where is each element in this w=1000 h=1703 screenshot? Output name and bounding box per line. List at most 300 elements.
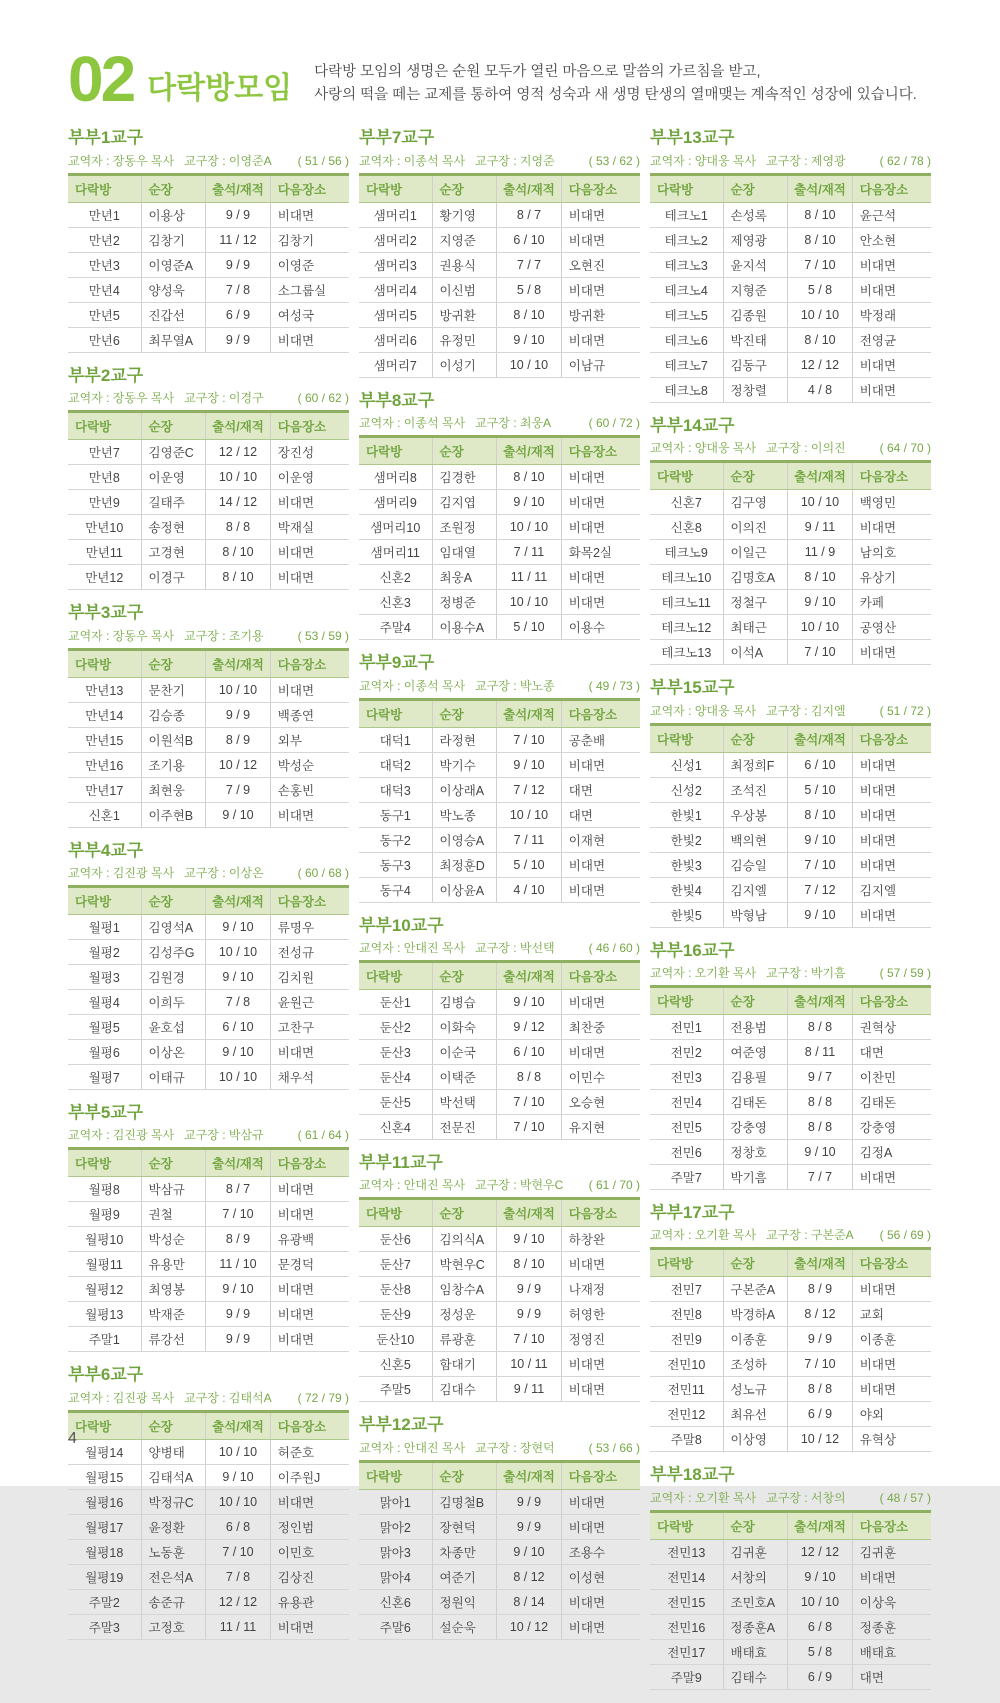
cell-leader: 이태규 bbox=[141, 1064, 206, 1089]
cell-darakbang: 만년13 bbox=[68, 677, 141, 702]
cell-darakbang: 월평14 bbox=[68, 1439, 141, 1464]
district-section bbox=[359, 916, 640, 1140]
table-row bbox=[650, 1277, 931, 1302]
head-label: 교구장 : 김지엘 bbox=[766, 703, 846, 718]
cell-darakbang: 전민9 bbox=[650, 1327, 723, 1352]
cell-next-place: 비대면 bbox=[852, 752, 931, 777]
cell-next-place: 비대면 bbox=[852, 827, 931, 852]
table-row bbox=[650, 202, 931, 227]
district-section bbox=[68, 1103, 349, 1352]
district-section bbox=[650, 128, 931, 402]
table-row bbox=[68, 202, 349, 227]
cell-darakbang: 테크노7 bbox=[650, 352, 723, 377]
cell-attendance: 7 / 10 bbox=[497, 727, 562, 752]
district-section bbox=[68, 1365, 349, 1639]
page-number: 4 bbox=[68, 1430, 77, 1447]
cell-leader: 이상래A bbox=[432, 777, 497, 802]
cell-darakbang: 월평1 bbox=[68, 914, 141, 939]
cell-leader: 조기용 bbox=[141, 752, 206, 777]
column-header-0: 다락방 bbox=[650, 986, 723, 1014]
cell-attendance: 8 / 12 bbox=[788, 1302, 853, 1327]
cell-attendance: 9 / 10 bbox=[788, 590, 853, 615]
pastor-label: 교역자 : 김진광 목사 bbox=[68, 1390, 175, 1405]
cell-next-place: 비대면 bbox=[561, 1514, 640, 1539]
table-row bbox=[68, 277, 349, 302]
cell-next-place: 비대면 bbox=[270, 490, 349, 515]
district-leaders bbox=[650, 152, 846, 169]
table-row bbox=[359, 727, 640, 752]
cell-next-place: 비대면 bbox=[270, 1177, 349, 1202]
table-row bbox=[359, 1227, 640, 1252]
cell-leader: 조성하 bbox=[723, 1352, 788, 1377]
table-header bbox=[650, 174, 931, 202]
column-header-3: 다음장소 bbox=[852, 724, 931, 752]
cell-leader: 양성욱 bbox=[141, 277, 206, 302]
column-header-3: 다음장소 bbox=[561, 174, 640, 202]
column-header-2: 출석/재적 bbox=[206, 649, 271, 677]
cell-next-place: 비대면 bbox=[852, 640, 931, 665]
pastor-label: 교역자 : 양대웅 목사 bbox=[650, 441, 757, 456]
cell-next-place: 소그룹실 bbox=[270, 277, 349, 302]
cell-next-place: 손홍빈 bbox=[270, 777, 349, 802]
cell-next-place: 비대면 bbox=[561, 565, 640, 590]
cell-leader: 유정민 bbox=[432, 327, 497, 352]
cell-leader: 이순국 bbox=[432, 1039, 497, 1064]
table-row bbox=[650, 1064, 931, 1089]
cell-darakbang: 만년6 bbox=[68, 327, 141, 352]
district-meta bbox=[650, 1226, 931, 1243]
cell-next-place: 비대면 bbox=[852, 377, 931, 402]
cell-leader: 김대수 bbox=[432, 1377, 497, 1402]
table-row bbox=[68, 1227, 349, 1252]
cell-leader: 전문진 bbox=[432, 1114, 497, 1139]
table-row bbox=[650, 1614, 931, 1639]
cell-attendance: 9 / 9 bbox=[206, 702, 271, 727]
district-title: 부부4교구 bbox=[68, 840, 144, 860]
cell-darakbang: 만년11 bbox=[68, 540, 141, 565]
cell-darakbang: 전민17 bbox=[650, 1639, 723, 1664]
table-row bbox=[359, 302, 640, 327]
cell-leader: 최정희F bbox=[723, 752, 788, 777]
cell-leader: 김종원 bbox=[723, 302, 788, 327]
cell-next-place: 비대면 bbox=[852, 1352, 931, 1377]
cell-darakbang: 만년5 bbox=[68, 302, 141, 327]
table-row bbox=[359, 1064, 640, 1089]
table-row bbox=[359, 1114, 640, 1139]
district-stat: ( 51 / 72 ) bbox=[879, 703, 931, 718]
cell-leader: 김태수 bbox=[723, 1664, 788, 1689]
cell-attendance: 9 / 10 bbox=[788, 902, 853, 927]
cell-attendance: 11 / 12 bbox=[206, 227, 271, 252]
table-row bbox=[68, 1064, 349, 1089]
column-header-3: 다음장소 bbox=[852, 1249, 931, 1277]
cell-darakbang: 둔산6 bbox=[359, 1227, 432, 1252]
cell-attendance: 7 / 11 bbox=[497, 827, 562, 852]
cell-attendance: 7 / 10 bbox=[497, 1089, 562, 1114]
cell-darakbang: 둔산4 bbox=[359, 1064, 432, 1089]
district-table bbox=[650, 460, 931, 665]
cell-darakbang: 신혼5 bbox=[359, 1352, 432, 1377]
column-header-3: 다음장소 bbox=[852, 174, 931, 202]
pastor-label: 교역자 : 안대진 목사 bbox=[359, 1178, 466, 1193]
district-meta bbox=[359, 939, 640, 956]
cell-next-place: 정종훈 bbox=[852, 1614, 931, 1639]
table-header-row bbox=[359, 699, 640, 727]
cell-leader: 김영석A bbox=[141, 914, 206, 939]
cell-darakbang: 테크노5 bbox=[650, 302, 723, 327]
district-stat: ( 60 / 62 ) bbox=[297, 391, 349, 406]
table-row bbox=[359, 327, 640, 352]
cell-attendance: 9 / 11 bbox=[788, 515, 853, 540]
column-header-3: 다음장소 bbox=[852, 1511, 931, 1539]
cell-leader: 배태효 bbox=[723, 1639, 788, 1664]
district-section bbox=[68, 128, 349, 352]
cell-darakbang: 샘머리6 bbox=[359, 327, 432, 352]
cell-next-place: 허준호 bbox=[270, 1439, 349, 1464]
cell-attendance: 8 / 8 bbox=[788, 1089, 853, 1114]
table-row bbox=[359, 565, 640, 590]
column-header-2: 출석/재적 bbox=[497, 1461, 562, 1489]
district-title: 부부8교구 bbox=[359, 390, 435, 410]
column-header-3: 다음장소 bbox=[561, 699, 640, 727]
cell-leader: 김성주G bbox=[141, 939, 206, 964]
cell-next-place: 비대면 bbox=[561, 1352, 640, 1377]
cell-leader: 김명철B bbox=[432, 1489, 497, 1514]
table-row bbox=[650, 1539, 931, 1564]
cell-darakbang: 만년2 bbox=[68, 227, 141, 252]
cell-attendance: 8 / 14 bbox=[497, 1589, 562, 1614]
district-leaders bbox=[359, 152, 555, 169]
table-row bbox=[68, 1014, 349, 1039]
cell-attendance: 7 / 8 bbox=[206, 989, 271, 1014]
cell-attendance: 10 / 10 bbox=[497, 352, 562, 377]
table-body bbox=[68, 202, 349, 352]
cell-attendance: 6 / 10 bbox=[497, 1039, 562, 1064]
cell-darakbang: 주말2 bbox=[68, 1589, 141, 1614]
district-stat: ( 49 / 73 ) bbox=[588, 678, 640, 693]
cell-darakbang: 만년15 bbox=[68, 727, 141, 752]
cell-leader: 윤호섭 bbox=[141, 1014, 206, 1039]
table-row bbox=[68, 1614, 349, 1639]
table-row bbox=[650, 490, 931, 515]
cell-leader: 정병준 bbox=[432, 590, 497, 615]
cell-attendance: 9 / 10 bbox=[497, 327, 562, 352]
table-header bbox=[650, 986, 931, 1014]
cell-attendance: 8 / 11 bbox=[788, 1039, 853, 1064]
table-header bbox=[650, 1511, 931, 1539]
cell-darakbang: 샘머리4 bbox=[359, 277, 432, 302]
district-table bbox=[68, 648, 349, 828]
table-row bbox=[359, 615, 640, 640]
cell-leader: 김지엽 bbox=[432, 490, 497, 515]
cell-next-place: 공영산 bbox=[852, 615, 931, 640]
table-row bbox=[68, 777, 349, 802]
cell-leader: 방귀환 bbox=[432, 302, 497, 327]
table-body bbox=[650, 752, 931, 927]
district-stat: ( 62 / 78 ) bbox=[879, 153, 931, 168]
district-stat: ( 51 / 56 ) bbox=[297, 153, 349, 168]
column-header-2: 출석/재적 bbox=[788, 1249, 853, 1277]
cell-darakbang: 주말9 bbox=[650, 1664, 723, 1689]
pastor-label: 교역자 : 오기환 목사 bbox=[650, 1490, 757, 1505]
cell-leader: 김지엘 bbox=[723, 877, 788, 902]
cell-attendance: 6 / 9 bbox=[206, 302, 271, 327]
cell-next-place: 백영민 bbox=[852, 490, 931, 515]
table-row bbox=[650, 752, 931, 777]
cell-leader: 김경한 bbox=[432, 465, 497, 490]
cell-leader: 이상영 bbox=[723, 1427, 788, 1452]
table-row bbox=[68, 1202, 349, 1227]
cell-darakbang: 샘머리2 bbox=[359, 227, 432, 252]
table-row bbox=[650, 1164, 931, 1189]
cell-next-place: 유지현 bbox=[561, 1114, 640, 1139]
district-leaders bbox=[359, 677, 555, 694]
district-table bbox=[359, 173, 640, 378]
district-table bbox=[359, 698, 640, 903]
table-row bbox=[68, 252, 349, 277]
table-row bbox=[359, 1302, 640, 1327]
cell-leader: 김태돈 bbox=[723, 1089, 788, 1114]
cell-attendance: 9 / 9 bbox=[497, 1489, 562, 1514]
table-body bbox=[68, 677, 349, 827]
cell-attendance: 7 / 7 bbox=[788, 1164, 853, 1189]
cell-next-place: 비대면 bbox=[270, 1489, 349, 1514]
column-header-1: 순장 bbox=[432, 1199, 497, 1227]
cell-next-place: 나재정 bbox=[561, 1277, 640, 1302]
table-row bbox=[68, 677, 349, 702]
cell-leader: 김구영 bbox=[723, 490, 788, 515]
cell-darakbang: 테크노9 bbox=[650, 540, 723, 565]
cell-leader: 김승일 bbox=[723, 852, 788, 877]
cell-next-place: 대면 bbox=[852, 1664, 931, 1689]
district-table bbox=[650, 1510, 931, 1690]
cell-leader: 장현덕 bbox=[432, 1514, 497, 1539]
cell-leader: 김승종 bbox=[141, 702, 206, 727]
table-header-row bbox=[650, 462, 931, 490]
cell-attendance: 9 / 9 bbox=[788, 1327, 853, 1352]
cell-next-place: 정인범 bbox=[270, 1514, 349, 1539]
cell-next-place: 비대면 bbox=[561, 515, 640, 540]
cell-leader: 정성운 bbox=[432, 1302, 497, 1327]
table-body bbox=[359, 989, 640, 1139]
table-row bbox=[68, 1439, 349, 1464]
district-section bbox=[650, 1465, 931, 1689]
district-table bbox=[68, 885, 349, 1090]
cell-next-place: 류명우 bbox=[270, 914, 349, 939]
district-title: 부부5교구 bbox=[68, 1102, 144, 1122]
head-label: 교구장 : 박기흠 bbox=[766, 965, 846, 980]
district-stat: ( 48 / 57 ) bbox=[879, 1490, 931, 1505]
cell-attendance: 9 / 9 bbox=[497, 1302, 562, 1327]
column-header-1: 순장 bbox=[432, 1461, 497, 1489]
table-row bbox=[650, 1114, 931, 1139]
cell-leader: 박기수 bbox=[432, 752, 497, 777]
cell-leader: 이성기 bbox=[432, 352, 497, 377]
cell-leader: 최웅A bbox=[432, 565, 497, 590]
district-title: 부부7교구 bbox=[359, 128, 435, 148]
cell-leader: 이운영 bbox=[141, 465, 206, 490]
district-leaders bbox=[68, 1126, 264, 1143]
pastor-label: 교역자 : 안대진 목사 bbox=[359, 940, 466, 955]
cell-darakbang: 월평13 bbox=[68, 1302, 141, 1327]
table-row bbox=[68, 515, 349, 540]
cell-attendance: 10 / 12 bbox=[206, 752, 271, 777]
cell-next-place: 비대면 bbox=[561, 490, 640, 515]
column-header-1: 순장 bbox=[723, 174, 788, 202]
table-body bbox=[650, 1014, 931, 1189]
district-section bbox=[68, 603, 349, 827]
district-section bbox=[359, 653, 640, 902]
cell-darakbang: 만년8 bbox=[68, 465, 141, 490]
cell-darakbang: 주말5 bbox=[359, 1377, 432, 1402]
cell-attendance: 8 / 10 bbox=[206, 540, 271, 565]
table-row bbox=[650, 377, 931, 402]
cell-attendance: 9 / 10 bbox=[206, 802, 271, 827]
cell-attendance: 9 / 9 bbox=[206, 1302, 271, 1327]
district-title: 부부12교구 bbox=[359, 1415, 444, 1435]
cell-attendance: 8 / 9 bbox=[788, 1277, 853, 1302]
cell-attendance: 9 / 10 bbox=[497, 1539, 562, 1564]
table-row bbox=[68, 727, 349, 752]
table-row bbox=[650, 352, 931, 377]
table-body bbox=[68, 914, 349, 1089]
district-table bbox=[359, 435, 640, 640]
cell-leader: 정원익 bbox=[432, 1589, 497, 1614]
table-row bbox=[650, 1589, 931, 1614]
cell-next-place: 비대면 bbox=[561, 1252, 640, 1277]
column-header-2: 출석/재적 bbox=[788, 174, 853, 202]
table-header bbox=[359, 699, 640, 727]
cell-attendance: 10 / 10 bbox=[497, 515, 562, 540]
column-header-3: 다음장소 bbox=[561, 1199, 640, 1227]
cell-darakbang: 월평17 bbox=[68, 1514, 141, 1539]
cell-next-place: 박재실 bbox=[270, 515, 349, 540]
cell-leader: 김동구 bbox=[723, 352, 788, 377]
cell-next-place: 비대면 bbox=[561, 277, 640, 302]
cell-attendance: 7 / 7 bbox=[497, 252, 562, 277]
cell-next-place: 비대면 bbox=[561, 752, 640, 777]
cell-darakbang: 전민6 bbox=[650, 1139, 723, 1164]
table-body bbox=[68, 1177, 349, 1352]
cell-darakbang: 둔산1 bbox=[359, 989, 432, 1014]
table-row bbox=[359, 877, 640, 902]
cell-attendance: 11 / 11 bbox=[206, 1614, 271, 1639]
table-row bbox=[68, 327, 349, 352]
cell-attendance: 5 / 10 bbox=[497, 852, 562, 877]
table-row bbox=[68, 1514, 349, 1539]
cell-attendance: 5 / 10 bbox=[788, 777, 853, 802]
head-label: 교구장 : 김태석A bbox=[184, 1390, 272, 1405]
cell-leader: 황기영 bbox=[432, 202, 497, 227]
column-header-2: 출석/재적 bbox=[788, 724, 853, 752]
pastor-label: 교역자 : 김진광 목사 bbox=[68, 865, 175, 880]
cell-leader: 이경구 bbox=[141, 565, 206, 590]
column-header-0: 다락방 bbox=[68, 412, 141, 440]
cell-darakbang: 신혼6 bbox=[359, 1589, 432, 1614]
cell-attendance: 9 / 10 bbox=[206, 964, 271, 989]
table-row bbox=[359, 752, 640, 777]
column-header-1: 순장 bbox=[723, 1511, 788, 1539]
cell-darakbang: 신혼7 bbox=[650, 490, 723, 515]
cell-leader: 최정훈D bbox=[432, 852, 497, 877]
cell-attendance: 8 / 8 bbox=[788, 1114, 853, 1139]
column-header-0: 다락방 bbox=[359, 1461, 432, 1489]
cell-darakbang: 신성1 bbox=[650, 752, 723, 777]
pastor-label: 교역자 : 이종석 목사 bbox=[359, 153, 466, 168]
cell-darakbang: 샘머리9 bbox=[359, 490, 432, 515]
cell-attendance: 7 / 10 bbox=[788, 252, 853, 277]
cell-next-place: 비대면 bbox=[852, 777, 931, 802]
table-row bbox=[359, 352, 640, 377]
cell-attendance: 9 / 10 bbox=[497, 1227, 562, 1252]
cell-attendance: 8 / 8 bbox=[206, 515, 271, 540]
cell-darakbang: 샘머리8 bbox=[359, 465, 432, 490]
cell-leader: 서창의 bbox=[723, 1564, 788, 1589]
pastor-label: 교역자 : 이종석 목사 bbox=[359, 416, 466, 431]
table-header bbox=[359, 1461, 640, 1489]
column-header-1: 순장 bbox=[432, 174, 497, 202]
column-header-0: 다락방 bbox=[68, 886, 141, 914]
cell-next-place: 이민호 bbox=[270, 1539, 349, 1564]
pastor-label: 교역자 : 오기환 목사 bbox=[650, 1228, 757, 1243]
district-meta bbox=[68, 627, 349, 644]
cell-next-place: 이용수 bbox=[561, 615, 640, 640]
cell-next-place: 강충영 bbox=[852, 1114, 931, 1139]
district-stat: ( 57 / 59 ) bbox=[879, 965, 931, 980]
cell-attendance: 10 / 10 bbox=[206, 465, 271, 490]
cell-darakbang: 한빛5 bbox=[650, 902, 723, 927]
table-header-row bbox=[650, 1511, 931, 1539]
table-row bbox=[650, 1564, 931, 1589]
cell-attendance: 10 / 10 bbox=[206, 1439, 271, 1464]
cell-attendance: 9 / 10 bbox=[206, 1039, 271, 1064]
table-row bbox=[650, 302, 931, 327]
cell-darakbang: 샘머리11 bbox=[359, 540, 432, 565]
section-number: 02 bbox=[68, 43, 134, 115]
cell-leader: 박형남 bbox=[723, 902, 788, 927]
cell-leader: 이의진 bbox=[723, 515, 788, 540]
table-row bbox=[359, 852, 640, 877]
cell-leader: 함대기 bbox=[432, 1352, 497, 1377]
cell-next-place: 비대면 bbox=[561, 327, 640, 352]
column-header-3: 다음장소 bbox=[270, 649, 349, 677]
column-header-3: 다음장소 bbox=[852, 986, 931, 1014]
cell-next-place: 외부 bbox=[270, 727, 349, 752]
cell-darakbang: 월평9 bbox=[68, 1202, 141, 1227]
cell-attendance: 10 / 11 bbox=[497, 1352, 562, 1377]
cell-attendance: 8 / 10 bbox=[497, 302, 562, 327]
cell-leader: 이용상 bbox=[141, 202, 206, 227]
cell-attendance: 7 / 12 bbox=[497, 777, 562, 802]
head-label: 교구장 : 지영준 bbox=[475, 153, 555, 168]
cell-attendance: 8 / 10 bbox=[497, 465, 562, 490]
cell-next-place: 비대면 bbox=[561, 227, 640, 252]
cell-attendance: 10 / 10 bbox=[206, 1489, 271, 1514]
head-label: 교구장 : 제영광 bbox=[766, 153, 846, 168]
cell-attendance: 11 / 9 bbox=[788, 540, 853, 565]
cell-darakbang: 주말3 bbox=[68, 1614, 141, 1639]
cell-next-place: 이주원J bbox=[270, 1464, 349, 1489]
cell-leader: 이종훈 bbox=[723, 1327, 788, 1352]
column-header-2: 출석/재적 bbox=[497, 174, 562, 202]
cell-darakbang: 테크노13 bbox=[650, 640, 723, 665]
cell-leader: 박삼규 bbox=[141, 1177, 206, 1202]
cell-attendance: 6 / 10 bbox=[206, 1014, 271, 1039]
cell-leader: 우상봉 bbox=[723, 802, 788, 827]
cell-darakbang: 테크노11 bbox=[650, 590, 723, 615]
district-meta bbox=[68, 389, 349, 406]
cell-attendance: 6 / 8 bbox=[788, 1614, 853, 1639]
